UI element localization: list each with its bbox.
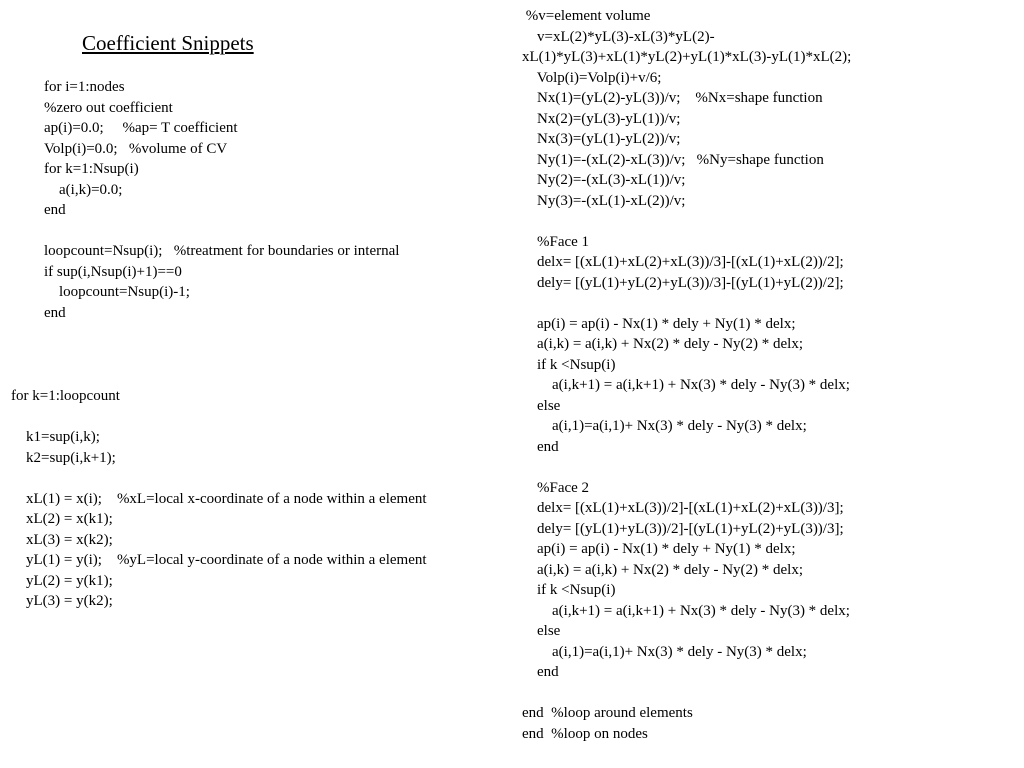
code-line: end: [44, 304, 66, 321]
code-line: end: [522, 664, 559, 680]
code-line: [522, 211, 851, 232]
code-line: loopcount=Nsup(i)-1;: [44, 284, 190, 300]
code-line: end: [44, 202, 66, 218]
code-line: if sup(i,Nsup(i)+1)==0: [44, 263, 182, 280]
code-line: [522, 683, 851, 704]
code-line: a(i,k)=0.0;: [44, 181, 123, 198]
code-line: [11, 468, 427, 489]
code-line: Nx(2)=(yL(3)-yL(1))/v;: [522, 110, 681, 127]
code-line: dely= [(yL(1)+yL(3))/2]-[(yL(1)+yL(2)+yL(3))/3];: [522, 520, 844, 537]
code-line: loopcount=Nsup(i); %treatment for boundaries or internal: [44, 243, 400, 259]
code-line: xL(1) = x(i); %xL=local x-coordinate of a node within a element: [11, 490, 427, 507]
code-line: if k <Nsup(i): [522, 582, 616, 598]
code-line: a(i,k) = a(i,k) + Nx(2) * dely - Ny(2) * delx;: [522, 336, 804, 352]
code-line: Nx(1)=(yL(2)-yL(3))/v; %Nx=shape function: [522, 90, 823, 106]
code-line: %v=element volume: [522, 8, 651, 24]
code-line: ap(i)=0.0; %ap= T coefficient: [44, 120, 238, 136]
code-line: Ny(1)=-(xL(2)-xL(3))/v; %Ny=shape function: [522, 151, 824, 168]
code-line: xL(2) = x(k1);: [11, 511, 113, 527]
code-line: k1=sup(i,k);: [11, 429, 100, 445]
code-line: delx= [(xL(1)+xL(3))/2]-[(xL(1)+xL(2)+xL(3))/3];: [522, 500, 844, 516]
code-block-initialization: [44, 77, 399, 323]
code-line: [522, 293, 851, 314]
code-block-coefficients: [522, 6, 851, 744]
code-line: a(i,1)=a(i,1)+ Nx(3) * dely - Ny(3) * delx;: [522, 418, 807, 434]
code-line: yL(1) = y(i); %yL=local y-coordinate of a node within a element: [11, 552, 427, 568]
code-line: Volp(i)=0.0; %volume of CV: [44, 140, 228, 157]
code-line: end: [522, 438, 559, 455]
code-line: yL(2) = y(k1);: [11, 572, 113, 589]
code-line: a(i,k) = a(i,k) + Nx(2) * dely - Ny(2) * delx;: [522, 561, 804, 578]
code-line: for i=1:nodes: [44, 79, 125, 95]
code-line: %Face 1: [522, 233, 590, 250]
code-line: end %loop around elements: [522, 705, 693, 721]
code-line: a(i,k+1) = a(i,k+1) + Nx(3) * dely - Ny(3) * delx;: [522, 377, 850, 393]
code-line: Ny(2)=-(xL(3)-xL(1))/v;: [522, 172, 686, 188]
code-line: [11, 407, 427, 428]
page-title: Coefficient Snippets: [82, 31, 254, 55]
code-line: k2=sup(i,k+1);: [11, 449, 116, 466]
code-line: xL(3) = x(k2);: [11, 531, 113, 548]
code-line: xL(1)*yL(3)+xL(1)*yL(2)+yL(1)*xL(3)-yL(1)*xL(2);: [522, 49, 852, 65]
code-block-element-loop: [11, 386, 427, 612]
code-line: else: [522, 397, 561, 414]
code-line: a(i,1)=a(i,1)+ Nx(3) * dely - Ny(3) * delx;: [522, 643, 807, 660]
code-line: %Face 2: [522, 479, 590, 496]
code-line: Ny(3)=-(xL(1)-xL(2))/v;: [522, 192, 686, 209]
code-line: end %loop on nodes: [522, 725, 648, 742]
code-line: else: [522, 623, 561, 639]
code-line: yL(3) = y(k2);: [11, 593, 113, 609]
code-line: dely= [(yL(1)+yL(2)+yL(3))/3]-[(yL(1)+yL(2))/2];: [522, 274, 844, 291]
code-line: ap(i) = ap(i) - Nx(1) * dely + Ny(1) * delx;: [522, 315, 796, 332]
code-line: [522, 457, 851, 478]
code-line: ap(i) = ap(i) - Nx(1) * dely + Ny(1) * delx;: [522, 541, 796, 557]
code-line: Nx(3)=(yL(1)-yL(2))/v;: [522, 131, 681, 147]
code-line: if k <Nsup(i): [522, 356, 616, 373]
code-line: delx= [(xL(1)+xL(2)+xL(3))/3]-[(xL(1)+xL(2))/2];: [522, 254, 844, 270]
code-line: a(i,k+1) = a(i,k+1) + Nx(3) * dely - Ny(3) * delx;: [522, 602, 850, 619]
code-line: for k=1:Nsup(i): [44, 161, 139, 177]
code-line: [44, 221, 399, 242]
code-line: v=xL(2)*yL(3)-xL(3)*yL(2)-: [522, 28, 715, 45]
code-line: for k=1:loopcount: [11, 388, 120, 404]
code-line: %zero out coefficient: [44, 99, 173, 116]
code-line: Volp(i)=Volp(i)+v/6;: [522, 69, 662, 86]
